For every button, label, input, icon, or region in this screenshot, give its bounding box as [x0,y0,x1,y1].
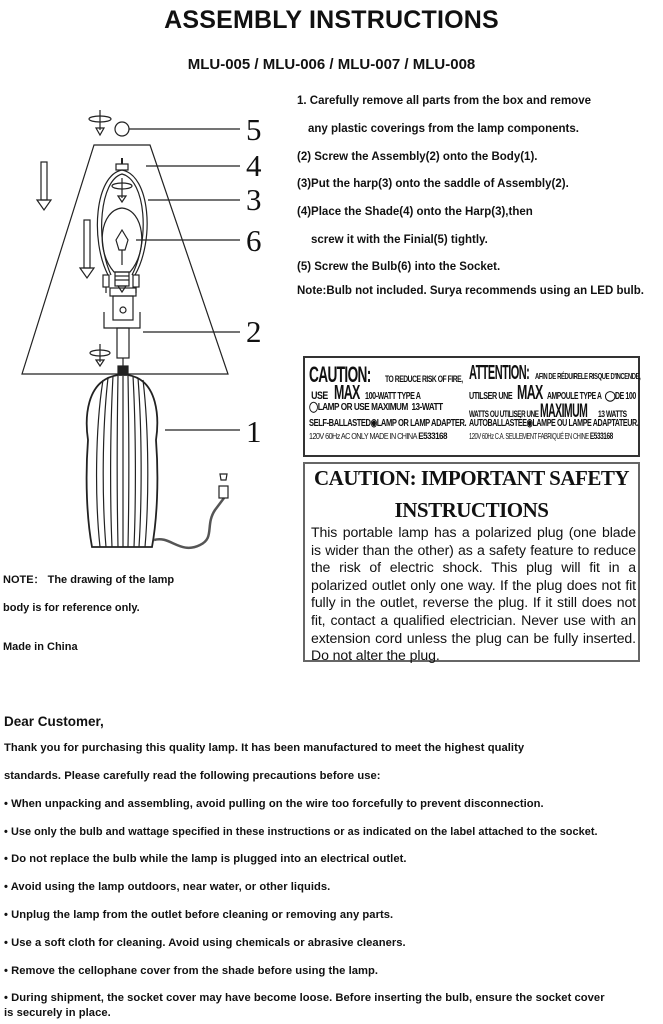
precaution-item: • Use a soft cloth for cleaning. Avoid using chemicals or abrasive cleaners. [4,937,406,949]
label-text: UTILSER UNE [469,391,513,402]
lamp-body-part [87,366,158,547]
label-text: AFIN DE RÉDUIRELE RISQUE D'INCENDE, [534,371,641,381]
label-max: MAX [517,382,543,404]
callout-1: 1 [246,414,262,449]
rotate-down-arrow-icon [90,344,110,366]
warning-label [303,356,640,457]
precaution-item: • Avoid using the lamp outdoors, near water, or other liquids. [4,881,331,893]
step-5: (5) Screw the Bulb(6) into the Socket. [297,261,501,273]
label-text: 100-WATT TYPE A [365,391,421,402]
precaution-item: • Use only the bulb and wattage specified in these instructions or as indicated on the label attached to the socket. [4,826,598,838]
intro-line1: Thank you for purchasing this quality lamp. It has been manufactured to meet the highest quality [4,742,525,754]
label-maximum: MAXIMUM [540,401,588,422]
label-text: 13 WATTS [598,409,628,420]
rotate-down-arrow-icon [112,178,132,202]
down-arrow-icon [80,220,94,278]
label-max: MAX [333,382,360,404]
step-1: 1. Carefully remove all parts from the box and remove [297,95,591,107]
label-text: WATTS OU UTILISER UNE [469,409,539,420]
callout-6: 6 [246,223,262,258]
label-text: TO REDUCE RISK OF FIRE, [384,374,463,384]
drawing-note-line2: body is for reference only. [3,602,140,614]
label-text: LAMP OR LAMP ADAPTER. [376,417,467,429]
bulb-icon [102,208,142,292]
intro-line2: standards. Please carefully read the following precautions before use: [4,770,381,782]
label-code: E533168 [418,431,447,441]
drawing-note-line1: NOTE： The drawing of the lamp [3,574,175,586]
callout-3: 3 [246,182,262,217]
safety-title-line2: INSTRUCTIONS [394,498,549,522]
step-3: (3)Put the harp(3) onto the saddle of Assembly(2). [297,178,569,190]
label-text: 120V 60Hz AC ONLY MADE IN CHINA [309,432,417,441]
safety-body: This portable lamp has a polarized plug (one blade is wider than the other) as a safety feature to reduce the risk of electric shock. This plug will fit in a polarized outlet only one way. If the plug does not fit fully in the outlet, reverse the plug. If it still does not fit, contact a qualified electrician. Never use with an extension cord unless the plug can be fully inserted. Do not alter the plug. [311,524,636,664]
cfl-bulb-icon: ◉ [526,417,533,429]
label-text: DE 100 [615,391,637,402]
label-text: AUTOBALLASTÉE [469,417,527,429]
precaution-item: • Unplug the lamp from the outlet before cleaning or removing any parts. [4,909,394,921]
precaution-item: • When unpacking and assembling, avoid pulling on the wire too forcefully to prevent disconnection. [4,798,544,810]
precaution-item: • During shipment, the socket cover may have become loose. Before inserting the bulb, ensure the socket cover [4,992,605,1004]
label-text: 120V 60Hz C.A. SEULEMENT FABRIQUÉ EN CHINE [469,432,589,441]
bulb-note: Note:Bulb not included. Surya recommends using an LED bulb. [297,285,644,297]
step-2: (2) Screw the Assembly(2) onto the Body(1). [297,151,538,163]
made-in-china: Made in China [3,641,78,653]
step-4-cont: screw it with the Finial(5) tightly. [311,234,488,246]
label-text: AMPOULE TYPE A [546,391,602,402]
label-text: SELF-BALLASTED [309,417,371,429]
callout-5: 5 [246,112,262,147]
safety-instructions-box [303,462,640,662]
warning-label-french [469,362,639,441]
precaution-item-cont: is securely in place. [4,1007,111,1019]
cfl-bulb-icon: ◉ [370,417,377,429]
bulb-icon: ◯ [604,391,616,402]
precaution-item: • Remove the cellophane cover from the shade before using the lamp. [4,965,379,977]
step-1-cont: any plastic coverings from the lamp components. [308,123,579,135]
shade-part [22,145,228,374]
label-text: USE [311,390,328,402]
callout-4: 4 [246,148,262,183]
rotate-down-arrow-icon [89,110,111,135]
bulb-icon: ◯ [309,401,318,413]
finial-part [115,122,129,136]
safety-title-line1: CAUTION: IMPORTANT SAFETY [313,466,629,490]
label-text: 13-WATT [411,401,443,413]
label-text: LAMPE OU LAMPE ADAPTATEUR. [532,417,639,429]
callout-2: 2 [246,314,262,349]
warning-label-english [309,362,469,441]
model-numbers: MLU-005 / MLU-006 / MLU-007 / MLU-008 [187,56,476,73]
attention-heading: ATTENTION: [469,362,530,384]
customer-greeting: Dear Customer, [4,714,104,729]
label-text: LAMP OR USE MAXIMUM [317,401,408,413]
label-code: E533168 [589,431,613,441]
plug-icon [154,474,228,548]
caution-heading: CAUTION: [309,362,371,387]
down-arrow-icon [37,162,51,210]
page-title: ASSEMBLY INSTRUCTIONS [164,6,499,34]
step-4: (4)Place the Shade(4) onto the Harp(3),then [297,206,533,218]
precaution-item: • Do not replace the bulb while the lamp is plugged into an electrical outlet. [4,853,407,865]
